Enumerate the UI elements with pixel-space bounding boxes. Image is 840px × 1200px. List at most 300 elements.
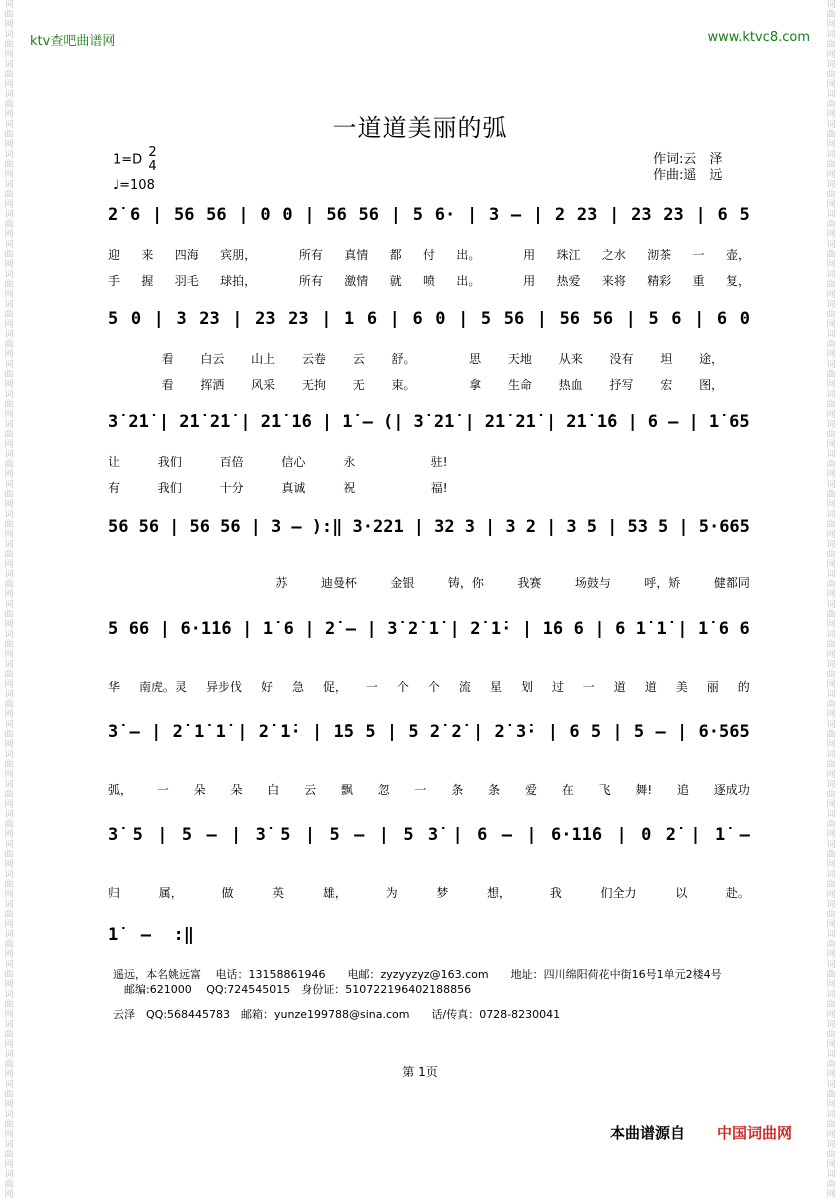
- note: 2̇1̇: [515, 412, 536, 432]
- note: 5: [658, 517, 669, 537]
- lyric-word: 永: [343, 455, 356, 469]
- lyric-word: 们全力: [600, 886, 637, 900]
- lyric-word: 道: [644, 680, 657, 694]
- note: —: [739, 825, 750, 845]
- lyric-word: 急: [291, 680, 304, 694]
- note: 3̇: [108, 412, 119, 432]
- score-line: [106, 510, 752, 544]
- lyric-word: 道: [613, 680, 626, 694]
- lyric-word: 珠江: [556, 248, 581, 262]
- lyric-word: 个: [396, 680, 409, 694]
- barline: |: [466, 205, 478, 225]
- lyric-word: 一: [692, 248, 705, 262]
- note: 65: [729, 412, 750, 432]
- note: 2̇: [258, 722, 269, 742]
- note: 0: [260, 205, 271, 225]
- note: 5: [132, 825, 143, 845]
- lyric-row: [106, 350, 752, 367]
- lyric-row: [106, 272, 752, 289]
- note-row: [106, 510, 752, 544]
- note: 2̇1̇: [128, 412, 149, 432]
- note: 2̇: [494, 722, 505, 742]
- note: —: [140, 925, 151, 945]
- barline: |: [250, 517, 261, 537]
- note: 5·665: [698, 517, 750, 537]
- note: 5: [586, 517, 598, 537]
- barline: |: [312, 722, 323, 742]
- lyric-word: 所有: [298, 248, 323, 262]
- note-row: [106, 918, 196, 952]
- lyric-row: [106, 678, 752, 695]
- barline: |: [304, 205, 315, 225]
- note: 56: [173, 205, 195, 225]
- note: 56: [503, 309, 525, 329]
- note: 3: [566, 517, 577, 537]
- lyric-word: 手: [108, 274, 121, 288]
- lyric-word: 热爱: [556, 274, 581, 288]
- note: 2̇: [665, 825, 676, 845]
- note-row: [106, 715, 752, 749]
- lyric-word: 复，: [725, 274, 750, 288]
- lyric-word: 迪曼杯: [320, 576, 357, 590]
- lyric-row: [106, 376, 752, 393]
- note: 56: [358, 205, 380, 225]
- note: 1̇: [194, 722, 205, 742]
- note: —: [668, 412, 679, 432]
- lyric-word: 我: [549, 886, 562, 900]
- lyric-word: 四海: [174, 248, 199, 262]
- barline: |: [449, 619, 460, 639]
- lyric-word: 舞!: [635, 783, 653, 797]
- note: 5: [739, 205, 750, 225]
- barline: |: [237, 722, 248, 742]
- credits: [653, 152, 722, 184]
- lyric-word: 所有: [298, 274, 323, 288]
- barline: |: [688, 412, 699, 432]
- note: 1̇: [342, 412, 353, 432]
- note: 6·565: [698, 722, 750, 742]
- lyric-word: 属，: [158, 886, 183, 900]
- note: 1: [344, 309, 355, 329]
- note: 5: [108, 309, 119, 329]
- note: 3̇: [108, 722, 119, 742]
- barline: |: [157, 825, 168, 845]
- lyric-word: 白云: [200, 352, 225, 366]
- lyric-row: [106, 479, 752, 496]
- lyric-word: 异步伐: [205, 680, 242, 694]
- site-url-right[interactable]: www.ktvc8.com: [707, 30, 810, 45]
- barline: |: [625, 309, 636, 329]
- lyric-word: 有: [108, 481, 121, 495]
- note: 0: [739, 309, 750, 329]
- note: 2̇: [429, 722, 441, 742]
- lyric-word: 飞: [598, 783, 611, 797]
- lyric-word: 看: [161, 378, 174, 392]
- barline: |: [321, 309, 332, 329]
- barline: |: [694, 309, 705, 329]
- barline: |: [594, 619, 605, 639]
- barline: |: [616, 825, 627, 845]
- note: 2̇: [108, 205, 119, 225]
- time-bottom: 4: [148, 159, 157, 174]
- barline: |: [159, 619, 170, 639]
- lyric-word: 来将: [601, 274, 626, 288]
- barline: |: [231, 825, 242, 845]
- lyric-word: 呼，矫: [644, 576, 681, 590]
- note: 2̇1̇: [260, 412, 282, 432]
- barline: |: [695, 205, 706, 225]
- barline: :‖: [173, 925, 194, 945]
- note: 5: [280, 825, 291, 845]
- lyric-word: 金银: [390, 576, 415, 590]
- note: 56: [220, 517, 241, 537]
- lyric-word: 风采: [251, 378, 276, 392]
- note: 3̇: [427, 825, 439, 845]
- lyric-word: 归: [108, 886, 121, 900]
- lyric-word: 白: [267, 783, 280, 797]
- note: 6: [647, 412, 659, 432]
- lyric-word: 图，: [699, 378, 724, 392]
- note: 5: [181, 825, 193, 845]
- lyric-word: 用: [523, 248, 536, 262]
- lyric-row: [106, 246, 752, 263]
- barline: |: [472, 722, 484, 742]
- lyric-word: 我们: [157, 481, 182, 495]
- barline: |: [609, 205, 620, 225]
- lyric-word: 宏: [660, 378, 673, 392]
- note: 6: [671, 309, 682, 329]
- note: 0: [641, 825, 652, 845]
- note: —: [345, 619, 357, 639]
- barline: |: [169, 517, 180, 537]
- barline: |: [304, 619, 315, 639]
- note: 1̇: [215, 722, 226, 742]
- barline: |: [676, 722, 688, 742]
- lyric-word: 英: [272, 886, 285, 900]
- song-title: 一道道美丽的弧: [332, 114, 508, 142]
- lyric-word: 来: [141, 248, 154, 262]
- note: 6: [573, 619, 584, 639]
- lyric-word: 的: [737, 680, 750, 694]
- lyric-word: 之水: [601, 248, 626, 262]
- lyric-word: 以: [675, 886, 688, 900]
- lyric-word: 用: [523, 274, 536, 288]
- barline: |: [545, 412, 557, 432]
- lyric-word: 无拘: [301, 378, 326, 392]
- lyric-word: 百倍: [219, 455, 244, 469]
- barline: |: [607, 517, 618, 537]
- barline: (|: [382, 412, 404, 432]
- lyric-word: 无: [352, 378, 365, 392]
- note-row: [106, 405, 752, 439]
- barline: |: [153, 309, 164, 329]
- lyric-word: 生命: [507, 378, 532, 392]
- note: 1̇6: [596, 412, 618, 432]
- lyric-word: 拿: [469, 378, 482, 392]
- note-row: [106, 818, 752, 852]
- note: 3: [271, 517, 282, 537]
- lyric-word: 爱: [524, 783, 537, 797]
- lyric-word: 坦: [660, 352, 673, 366]
- note: 23: [663, 205, 684, 225]
- note: 5: [590, 722, 602, 742]
- note: 2̇1̇: [209, 412, 231, 432]
- note: 5: [648, 309, 659, 329]
- note: 56: [326, 205, 347, 225]
- barline: |: [151, 722, 162, 742]
- time-top: 2: [148, 145, 157, 160]
- note: 23: [255, 309, 276, 329]
- barline: |: [627, 412, 638, 432]
- note: 23: [631, 205, 652, 225]
- lyric-word: 忽: [377, 783, 390, 797]
- lyric-word: 苏: [275, 576, 288, 590]
- note: 3̇: [413, 412, 424, 432]
- note: 23: [288, 309, 309, 329]
- time-signature: [148, 146, 156, 174]
- barline: |: [413, 517, 425, 537]
- barline: |: [390, 205, 402, 225]
- note: 2̇: [451, 722, 462, 742]
- lyric-word: 精彩: [647, 274, 672, 288]
- note: —: [362, 412, 373, 432]
- note: 1̇: [708, 412, 720, 432]
- lyric-word: 天地: [507, 352, 532, 366]
- note: 1̇·: [280, 722, 301, 742]
- lyric-word: 我赛: [517, 576, 542, 590]
- lyric-word: 挥洒: [200, 378, 225, 392]
- lyric-word: 逐成功: [713, 783, 750, 797]
- barline: |: [536, 309, 547, 329]
- lyric-word: 为: [385, 886, 398, 900]
- lyric-word: 美: [675, 680, 688, 694]
- barline: |: [452, 825, 463, 845]
- barline: |: [389, 309, 400, 329]
- lyric-word: 喷: [422, 274, 435, 288]
- lyric-word: 驻!: [430, 455, 448, 469]
- barline: |: [485, 517, 496, 537]
- composer: 作曲:遥 远: [653, 168, 723, 183]
- note: 3: [464, 517, 475, 537]
- lyric-word: 球拍，: [220, 274, 257, 288]
- note: 56: [592, 309, 614, 329]
- lyric-word: 条: [488, 783, 501, 797]
- side-watermark-right: 词曲网词曲网词曲网词曲网词曲网词曲网词曲网词曲网词曲网词曲网词曲网词曲网词曲网词曲网词曲网词曲网词曲网词曲网词曲网词曲网词曲网词曲网词曲网词曲网词曲网词曲网词曲网词曲网词曲网词曲网词曲网词曲网词曲网词曲网词曲网词曲网词曲网词曲网词曲网词曲网: [826, 0, 836, 1200]
- lyric-word: 十分: [219, 481, 244, 495]
- lyric-word: 梦: [436, 886, 449, 900]
- note: 1̇·: [490, 619, 512, 639]
- lyric-word: 朵: [230, 783, 243, 797]
- note: 3̇·: [516, 722, 537, 742]
- note: 0: [282, 205, 293, 225]
- barline: ):‖: [311, 517, 343, 537]
- lyric-word: 华: [108, 680, 121, 694]
- note: 2̇1̇: [484, 412, 506, 432]
- note: 23: [199, 309, 220, 329]
- note: 1̇: [108, 925, 119, 945]
- contact-line-2: 邮编:621000 QQ:724545015 身份证：510722196402188856: [113, 983, 472, 996]
- note: 56: [189, 517, 210, 537]
- barline: |: [304, 825, 316, 845]
- barline: |: [321, 412, 333, 432]
- barline: |: [464, 412, 475, 432]
- note: 1̇: [428, 619, 439, 639]
- score-line: [106, 918, 196, 952]
- barline: |: [240, 412, 251, 432]
- lyric-word: 从来: [558, 352, 583, 366]
- page-number: 第 1页: [402, 1065, 438, 1079]
- note: 3: [176, 309, 187, 329]
- note: 1̇5: [333, 722, 355, 742]
- note: 6: [716, 309, 728, 329]
- lyric-word: 个: [427, 680, 440, 694]
- lyric-word: 真情: [344, 248, 369, 262]
- lyric-word: 羽毛: [174, 274, 199, 288]
- lyric-word: 追: [676, 783, 689, 797]
- note: 6·1̇1̇6: [180, 619, 232, 639]
- barline: |: [458, 309, 469, 329]
- note: 56: [138, 517, 160, 537]
- lyric-word: 福!: [430, 481, 448, 495]
- note: 1̇: [656, 619, 667, 639]
- score-line: [106, 818, 752, 852]
- lyric-word: 都: [389, 248, 402, 262]
- note: 5: [412, 205, 423, 225]
- lyric-word: 流: [458, 680, 471, 694]
- barline: |: [366, 619, 377, 639]
- lyric-word: 条: [451, 783, 464, 797]
- lyric-word: 过: [551, 680, 564, 694]
- barline: |: [386, 722, 398, 742]
- barline: |: [232, 309, 243, 329]
- lyric-word: 做: [221, 886, 234, 900]
- lyric-word: 云: [352, 352, 365, 366]
- barline: |: [677, 619, 688, 639]
- lyric-word: 重: [692, 274, 705, 288]
- contact-line-1: 遥远，本名姚远富 电话：13158861946 电邮：zyzyyzyz@163.com 地址：四川绵阳荷花中街16号1单元2楼4号: [113, 968, 722, 981]
- lyric-word: 弧，: [108, 783, 133, 797]
- lyric-word: 沏茶: [647, 248, 672, 262]
- lyric-word: 握: [141, 274, 154, 288]
- note: 5: [480, 309, 492, 329]
- key-label: 1=D: [113, 152, 143, 168]
- barline: |: [690, 825, 701, 845]
- note: 5: [365, 722, 376, 742]
- lyric-word: 在: [561, 783, 574, 797]
- lyric-word: 我们: [157, 455, 182, 469]
- barline: |: [242, 619, 253, 639]
- note: 0: [130, 309, 142, 329]
- note: —: [291, 517, 302, 537]
- lyric-word: 抒写: [609, 378, 634, 392]
- lyric-word: 好: [260, 680, 273, 694]
- lyric-word: 就: [389, 274, 402, 288]
- barline: |: [158, 412, 170, 432]
- lyric-word: 促，: [322, 680, 347, 694]
- barline: |: [151, 205, 163, 225]
- lyric-word: 途，: [699, 352, 724, 366]
- lyric-word: 飘: [340, 783, 353, 797]
- lyric-row: [106, 781, 752, 798]
- source-site[interactable]: 中国词曲网: [717, 1124, 793, 1142]
- lyric-word: 赴。: [725, 886, 750, 900]
- side-watermark-left: 词曲网词曲网词曲网词曲网词曲网词曲网词曲网词曲网词曲网词曲网词曲网词曲网词曲网词曲网词曲网词曲网词曲网词曲网词曲网词曲网词曲网词曲网词曲网词曲网词曲网词曲网词曲网词曲网词曲网词曲网词曲网词曲网词曲网词曲网词曲网词曲网词曲网词曲网词曲网词曲网: [4, 0, 14, 1200]
- note: 3̇: [255, 825, 266, 845]
- note: 2̇1̇: [566, 412, 587, 432]
- note: 3̇: [108, 825, 119, 845]
- note: 5: [108, 619, 119, 639]
- lyric-word: 一: [156, 783, 169, 797]
- lyric-word: 真诚: [281, 481, 306, 495]
- lyric-word: 场鼓与: [574, 576, 611, 590]
- barline: |: [678, 517, 689, 537]
- lyric-word: 一: [414, 783, 427, 797]
- lyric-word: 迎: [108, 248, 121, 262]
- note: 6: [615, 619, 626, 639]
- lyricist: 作词:云 泽: [653, 152, 723, 167]
- note: 32: [434, 517, 455, 537]
- note: 56: [108, 517, 129, 537]
- lyric-word: 让: [108, 455, 121, 469]
- lyric-word: 激情: [344, 274, 369, 288]
- barline: |: [546, 517, 557, 537]
- barline: |: [521, 619, 533, 639]
- note: 2̇: [172, 722, 183, 742]
- lyric-word: 一: [582, 680, 595, 694]
- score-line: [106, 715, 752, 749]
- lyric-word: 一: [365, 680, 378, 694]
- lyric-word: 宾朋，: [220, 248, 257, 262]
- note: 2̇: [407, 619, 419, 639]
- note-row: [106, 612, 752, 646]
- note: 6·: [434, 205, 456, 225]
- barline: |: [378, 825, 389, 845]
- note: 1̇: [698, 619, 709, 639]
- note: 2̇: [325, 619, 336, 639]
- score-line: [106, 405, 752, 439]
- lyric-word: 看: [161, 352, 174, 366]
- note: 56: [206, 205, 227, 225]
- lyric-word: 划: [520, 680, 533, 694]
- note: 6: [739, 619, 750, 639]
- lyric-row: [106, 453, 752, 470]
- lyric-word: 南虎。灵: [138, 680, 187, 694]
- lyric-word: 云: [304, 783, 317, 797]
- note: 6: [129, 205, 141, 225]
- note: —: [501, 825, 512, 845]
- lyric-word: 铸，你: [447, 576, 484, 590]
- score-line: [106, 198, 752, 232]
- note: 5: [329, 825, 340, 845]
- note: 2: [554, 205, 566, 225]
- note-row: [106, 198, 752, 232]
- site-name-left[interactable]: ktv查吧曲谱网: [30, 34, 116, 49]
- note: 0: [435, 309, 446, 329]
- note: 3: [488, 205, 500, 225]
- barline: |: [547, 722, 559, 742]
- note: 1̇: [635, 619, 647, 639]
- lyric-word: 出。: [456, 248, 481, 262]
- score-line: [106, 612, 752, 646]
- note: 5: [633, 722, 645, 742]
- lyric-word: 雄，: [322, 886, 347, 900]
- lyric-word: 朵: [193, 783, 206, 797]
- lyric-word: 出。: [456, 274, 481, 288]
- key-signature: [113, 146, 157, 174]
- lyric-word: 祝: [343, 481, 356, 495]
- note: —: [354, 825, 365, 845]
- source-label: 本曲谱源自: [610, 1124, 686, 1142]
